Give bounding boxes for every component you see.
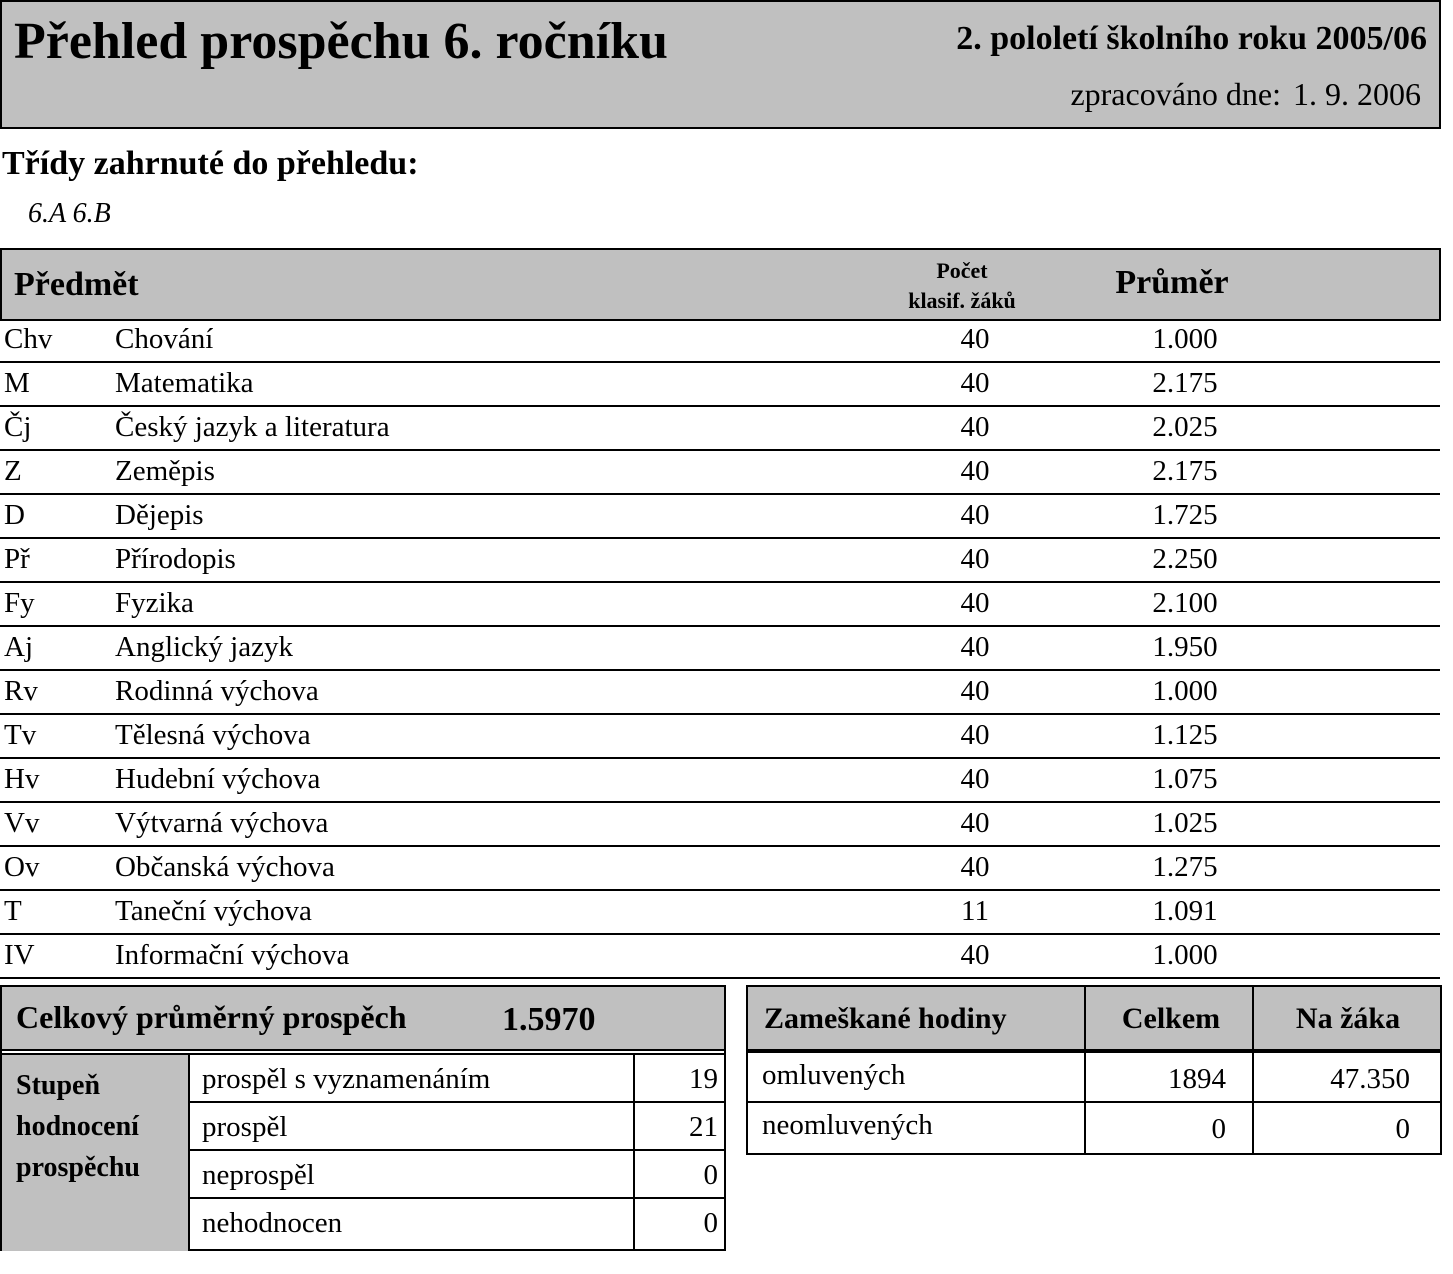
subject-abbr: Ov [4,851,40,883]
absences-row-total: 0 [1211,1113,1226,1145]
subject-abbr: Fy [4,587,35,619]
grade-label: prospěl s vyznamenáním [202,1063,491,1095]
subjects-table [0,319,1440,979]
absences-row [748,1053,1440,1101]
subject-count: 11 [961,895,989,927]
table-row [0,715,1440,759]
header-count [882,256,1042,316]
absences-box [746,985,1442,1155]
subject-name: Rodinná výchova [115,675,319,707]
subject-name: Výtvarná výchova [115,807,329,839]
subject-count: 40 [960,543,990,575]
grade-row [190,1055,724,1103]
subject-average: 1.025 [1152,807,1218,839]
subject-abbr: Rv [4,675,38,707]
grade-count: 19 [689,1063,718,1095]
overall-average-bar [2,987,724,1051]
table-row [0,671,1440,715]
grade-row [190,1103,724,1151]
grade-rows [190,1053,724,1245]
subject-abbr: M [4,367,30,399]
subjects-table-header [0,248,1441,321]
grade-row [190,1199,724,1245]
subject-abbr: Čj [4,411,32,443]
subject-count: 40 [960,455,990,487]
subject-name: Chování [115,323,214,355]
subject-average: 2.025 [1152,411,1218,443]
subject-count: 40 [960,763,990,795]
subject-name: Přírodopis [115,543,236,575]
subject-average: 2.175 [1152,367,1218,399]
subject-abbr: Z [4,455,22,487]
subject-name: Český jazyk a literatura [115,411,390,443]
subject-name: Tělesná výchova [115,719,311,751]
grade-count: 0 [703,1207,718,1239]
subject-count: 40 [960,807,990,839]
absences-header-total: Celkem [1121,1002,1221,1035]
subject-abbr: Chv [4,323,53,355]
subject-average: 1.125 [1152,719,1218,751]
absences-row-label: neomluvených [762,1109,933,1141]
grade-label-line2: hodnocení [16,1111,139,1142]
absences-header [748,987,1440,1051]
grade-label-line1: Stupeň [16,1070,101,1101]
absences-column-divider [1252,987,1254,1153]
absences-column-divider [1084,987,1086,1153]
header-count-line2: klasif. žáků [908,288,1016,313]
subject-name: Hudební výchova [115,763,321,795]
subject-abbr: T [4,895,22,927]
grade-count: 0 [703,1159,718,1191]
subject-abbr: D [4,499,25,531]
subject-count: 40 [960,499,990,531]
table-row [0,759,1440,803]
absences-row-total: 1894 [1168,1063,1226,1095]
table-row [0,891,1440,935]
subject-count: 40 [960,367,990,399]
processed-date-line [1070,76,1421,113]
grade-label: nehodnocen [202,1207,343,1239]
grade-label: prospěl [202,1111,288,1143]
subject-count: 40 [960,675,990,707]
subject-name: Matematika [115,367,254,399]
subject-abbr: IV [4,939,35,971]
table-row [0,495,1440,539]
report-title: Přehled prospěchu 6. ročníku [14,13,668,70]
absences-header-label: Zameškané hodiny [764,1002,1007,1035]
subject-average: 2.175 [1152,455,1218,487]
processed-date: 1. 9. 2006 [1293,76,1421,112]
subject-count: 40 [960,631,990,663]
subject-average: 2.250 [1152,543,1218,575]
table-row [0,847,1440,891]
subject-abbr: Hv [4,763,40,795]
subject-count: 40 [960,323,990,355]
subject-average: 1.091 [1152,895,1218,927]
absences-row-per-student: 0 [1395,1113,1410,1145]
subject-average: 1.000 [1152,939,1218,971]
subject-count: 40 [960,411,990,443]
table-row [0,539,1440,583]
absences-header-per-student: Na žáka [1295,1002,1401,1035]
subject-average: 1.075 [1152,763,1218,795]
subject-average: 2.100 [1152,587,1218,619]
absences-row-label: omluvených [762,1059,906,1091]
subject-abbr: Př [4,543,30,575]
grade-row [190,1151,724,1199]
report-header [0,0,1441,129]
table-row [0,627,1440,671]
grade-count: 21 [689,1111,718,1143]
subject-count: 40 [960,939,990,971]
overall-average-value: 1.5970 [502,1001,596,1038]
subject-name: Občanská výchova [115,851,335,883]
subject-average: 1.000 [1152,675,1218,707]
table-row [0,935,1440,979]
subject-average: 1.000 [1152,323,1218,355]
grade-label-line3: prospěchu [16,1152,140,1183]
report-period: 2. pololetí školního roku 2005/06 [956,20,1427,57]
subject-count: 40 [960,587,990,619]
classes-heading: Třídy zahrnuté do přehledu: [2,145,419,182]
table-row [0,363,1440,407]
header-count-line1: Počet [936,258,988,283]
header-subject: Předmět [14,266,139,303]
subject-average: 1.275 [1152,851,1218,883]
subject-name: Anglický jazyk [115,631,293,663]
subject-name: Taneční výchova [115,895,312,927]
subject-abbr: Tv [4,719,37,751]
subject-name: Dějepis [115,499,204,531]
absences-row [748,1103,1440,1151]
grade-label: neprospěl [202,1159,315,1191]
subject-average: 1.950 [1152,631,1218,663]
subject-abbr: Aj [4,631,33,663]
table-row [0,319,1440,363]
subject-count: 40 [960,719,990,751]
subject-count: 40 [960,851,990,883]
table-row [0,407,1440,451]
overall-average-label: Celkový průměrný prospěch [16,999,407,1035]
processed-label: zpracováno dne: [1070,76,1281,112]
classes-list: 6.A 6.B [28,198,111,229]
subject-average: 1.725 [1152,499,1218,531]
subject-name: Fyzika [115,587,194,619]
absences-row-per-student: 47.350 [1330,1063,1410,1095]
grade-category-label [2,1053,190,1251]
overall-grades-box [0,985,726,1251]
table-row [0,803,1440,847]
table-row [0,451,1440,495]
grade-column-divider [633,1053,635,1249]
header-average: Průměr [1115,264,1229,301]
subject-abbr: Vv [4,807,40,839]
subject-name: Informační výchova [115,939,350,971]
table-row [0,583,1440,627]
subject-name: Zeměpis [115,455,215,487]
